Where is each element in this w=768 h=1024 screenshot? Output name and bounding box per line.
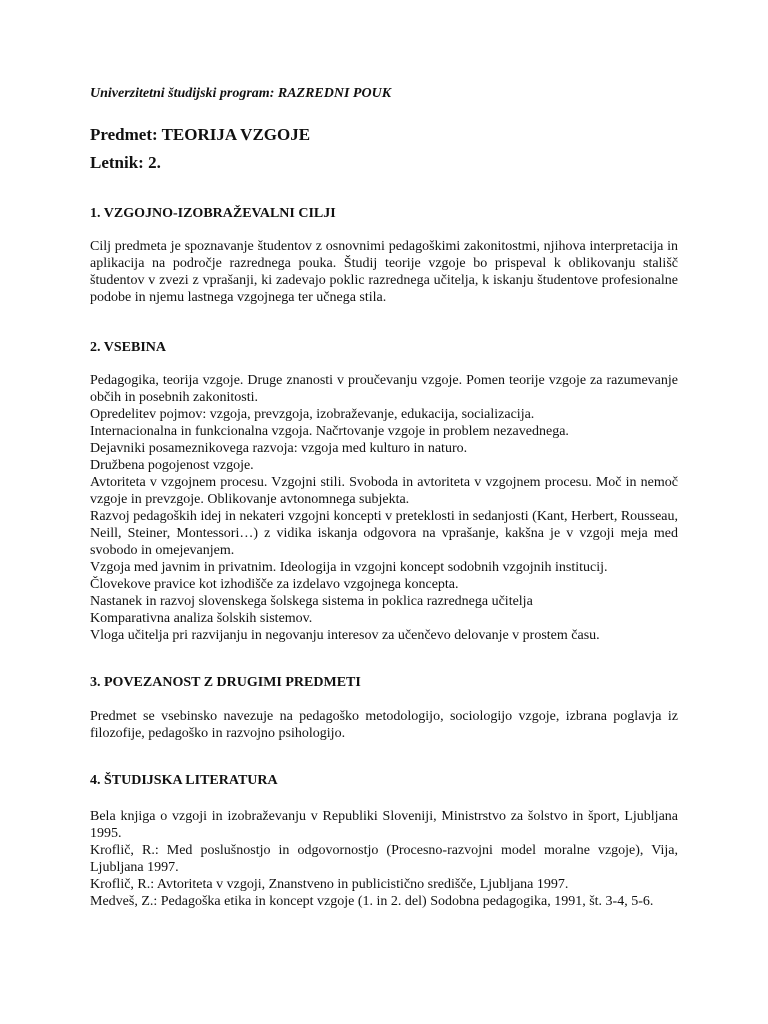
section-connections-paragraph: Predmet se vsebinsko navezuje na pedagoško metodologijo, sociologijo vzgoje, izbrana poglavja iz filozofije, pedagoško in razvojno psihologijo. [90,709,678,741]
section-heading-goals: 1. VZGOJNO-IZOBRAŽEVALNI CILJI [90,206,336,221]
section-content-list [90,372,678,644]
literature-item: Kroflič, R.: Avtoriteta v vzgoji, Znanstveno in publicistično središče, Ljubljana 1997. [90,877,569,892]
literature-item: Kroflič, R.: Med poslušnostjo in odgovornostjo (Procesno-razvojni model moralne vzgoje), Vija, Ljubljana 1997. [90,843,678,875]
section-heading-content: 2. VSEBINA [90,340,166,355]
literature-item: Medveš, Z.: Pedagoška etika in koncept vzgoje (1. in 2. del) Sodobna pedagogika, 1991, št. 3-4, 5-6. [90,894,654,909]
section-goals-paragraph: Cilj predmeta je spoznavanje študentov z osnovnimi pedagoškimi zakonitostmi, njihova interpretacija in aplikacija na področje razrednega pouka. Študij teorije vzgoje bo prispeval k oblikovanju stališč študentov v zvezi z vprašanji, ki zadevajo poklic razrednega učitelja, k iskanju študentove profesionalne podobe in njemu lastnega vzgojnega ter učnega stila. [90,239,678,305]
content-item: Internacionalna in funkcionalna vzgoja. Načrtovanje vzgoje in problem nezavednega. [90,424,569,439]
content-item: Komparativna analiza šolskih sistemov. [90,611,313,626]
content-item: Razvoj pedagoških idej in nekateri vzgojni koncepti v preteklosti in sedanjosti (Kant, Herbert, Rousseau, Neill, Steiner, Montessori…) z vidika iskanja odgovora na vprašanje, kakšna je v vzgoji meja med svobodo in omejevanjem. [90,509,678,558]
content-item: Človekove pravice kot izhodišče za izdelavo vzgojnega koncepta. [90,577,459,592]
literature-list [90,808,678,910]
literature-item: Bela knjiga o vzgoji in izobraževanju v Republiki Sloveniji, Ministrstvo za šolstvo in šport, Ljubljana 1995. [90,809,678,841]
subject-title: Predmet: TEORIJA VZGOJE [90,125,311,144]
content-item: Opredelitev pojmov: vzgoja, prevzgoja, izobraževanje, edukacija, socializacija. [90,407,535,422]
content-item: Nastanek in razvoj slovenskega šolskega sistema in poklica razrednega učitelja [90,594,533,609]
content-item: Družbena pogojenost vzgoje. [90,458,254,473]
content-item: Pedagogika, teorija vzgoje. Druge znanosti v proučevanju vzgoje. Pomen teorije vzgoje za razumevanje občih in posebnih zakonitosti. [90,373,678,405]
content-item: Avtoriteta v vzgojnem procesu. Vzgojni stili. Svoboda in avtoriteta v vzgojnem procesu. Moč in nemoč vzgoje in prevzgoje. Oblikovanje avtonomnega subjekta. [90,475,678,507]
study-program-title: Univerzitetni študijski program: RAZREDNI POUK [90,86,392,101]
section-heading-connections: 3. POVEZANOST Z DRUGIMI PREDMETI [90,675,361,690]
content-item: Vloga učitelja pri razvijanju in negovanju interesov za učenčevo delovanje v prostem času. [90,628,600,643]
study-year: Letnik: 2. [90,153,161,172]
content-item: Dejavniki posameznikovega razvoja: vzgoja med kulturo in naturo. [90,441,468,456]
content-item: Vzgoja med javnim in privatnim. Ideologija in vzgojni koncept sodobnih vzgojnih institucij. [90,560,608,575]
section-heading-literature: 4. ŠTUDIJSKA LITERATURA [90,773,278,788]
